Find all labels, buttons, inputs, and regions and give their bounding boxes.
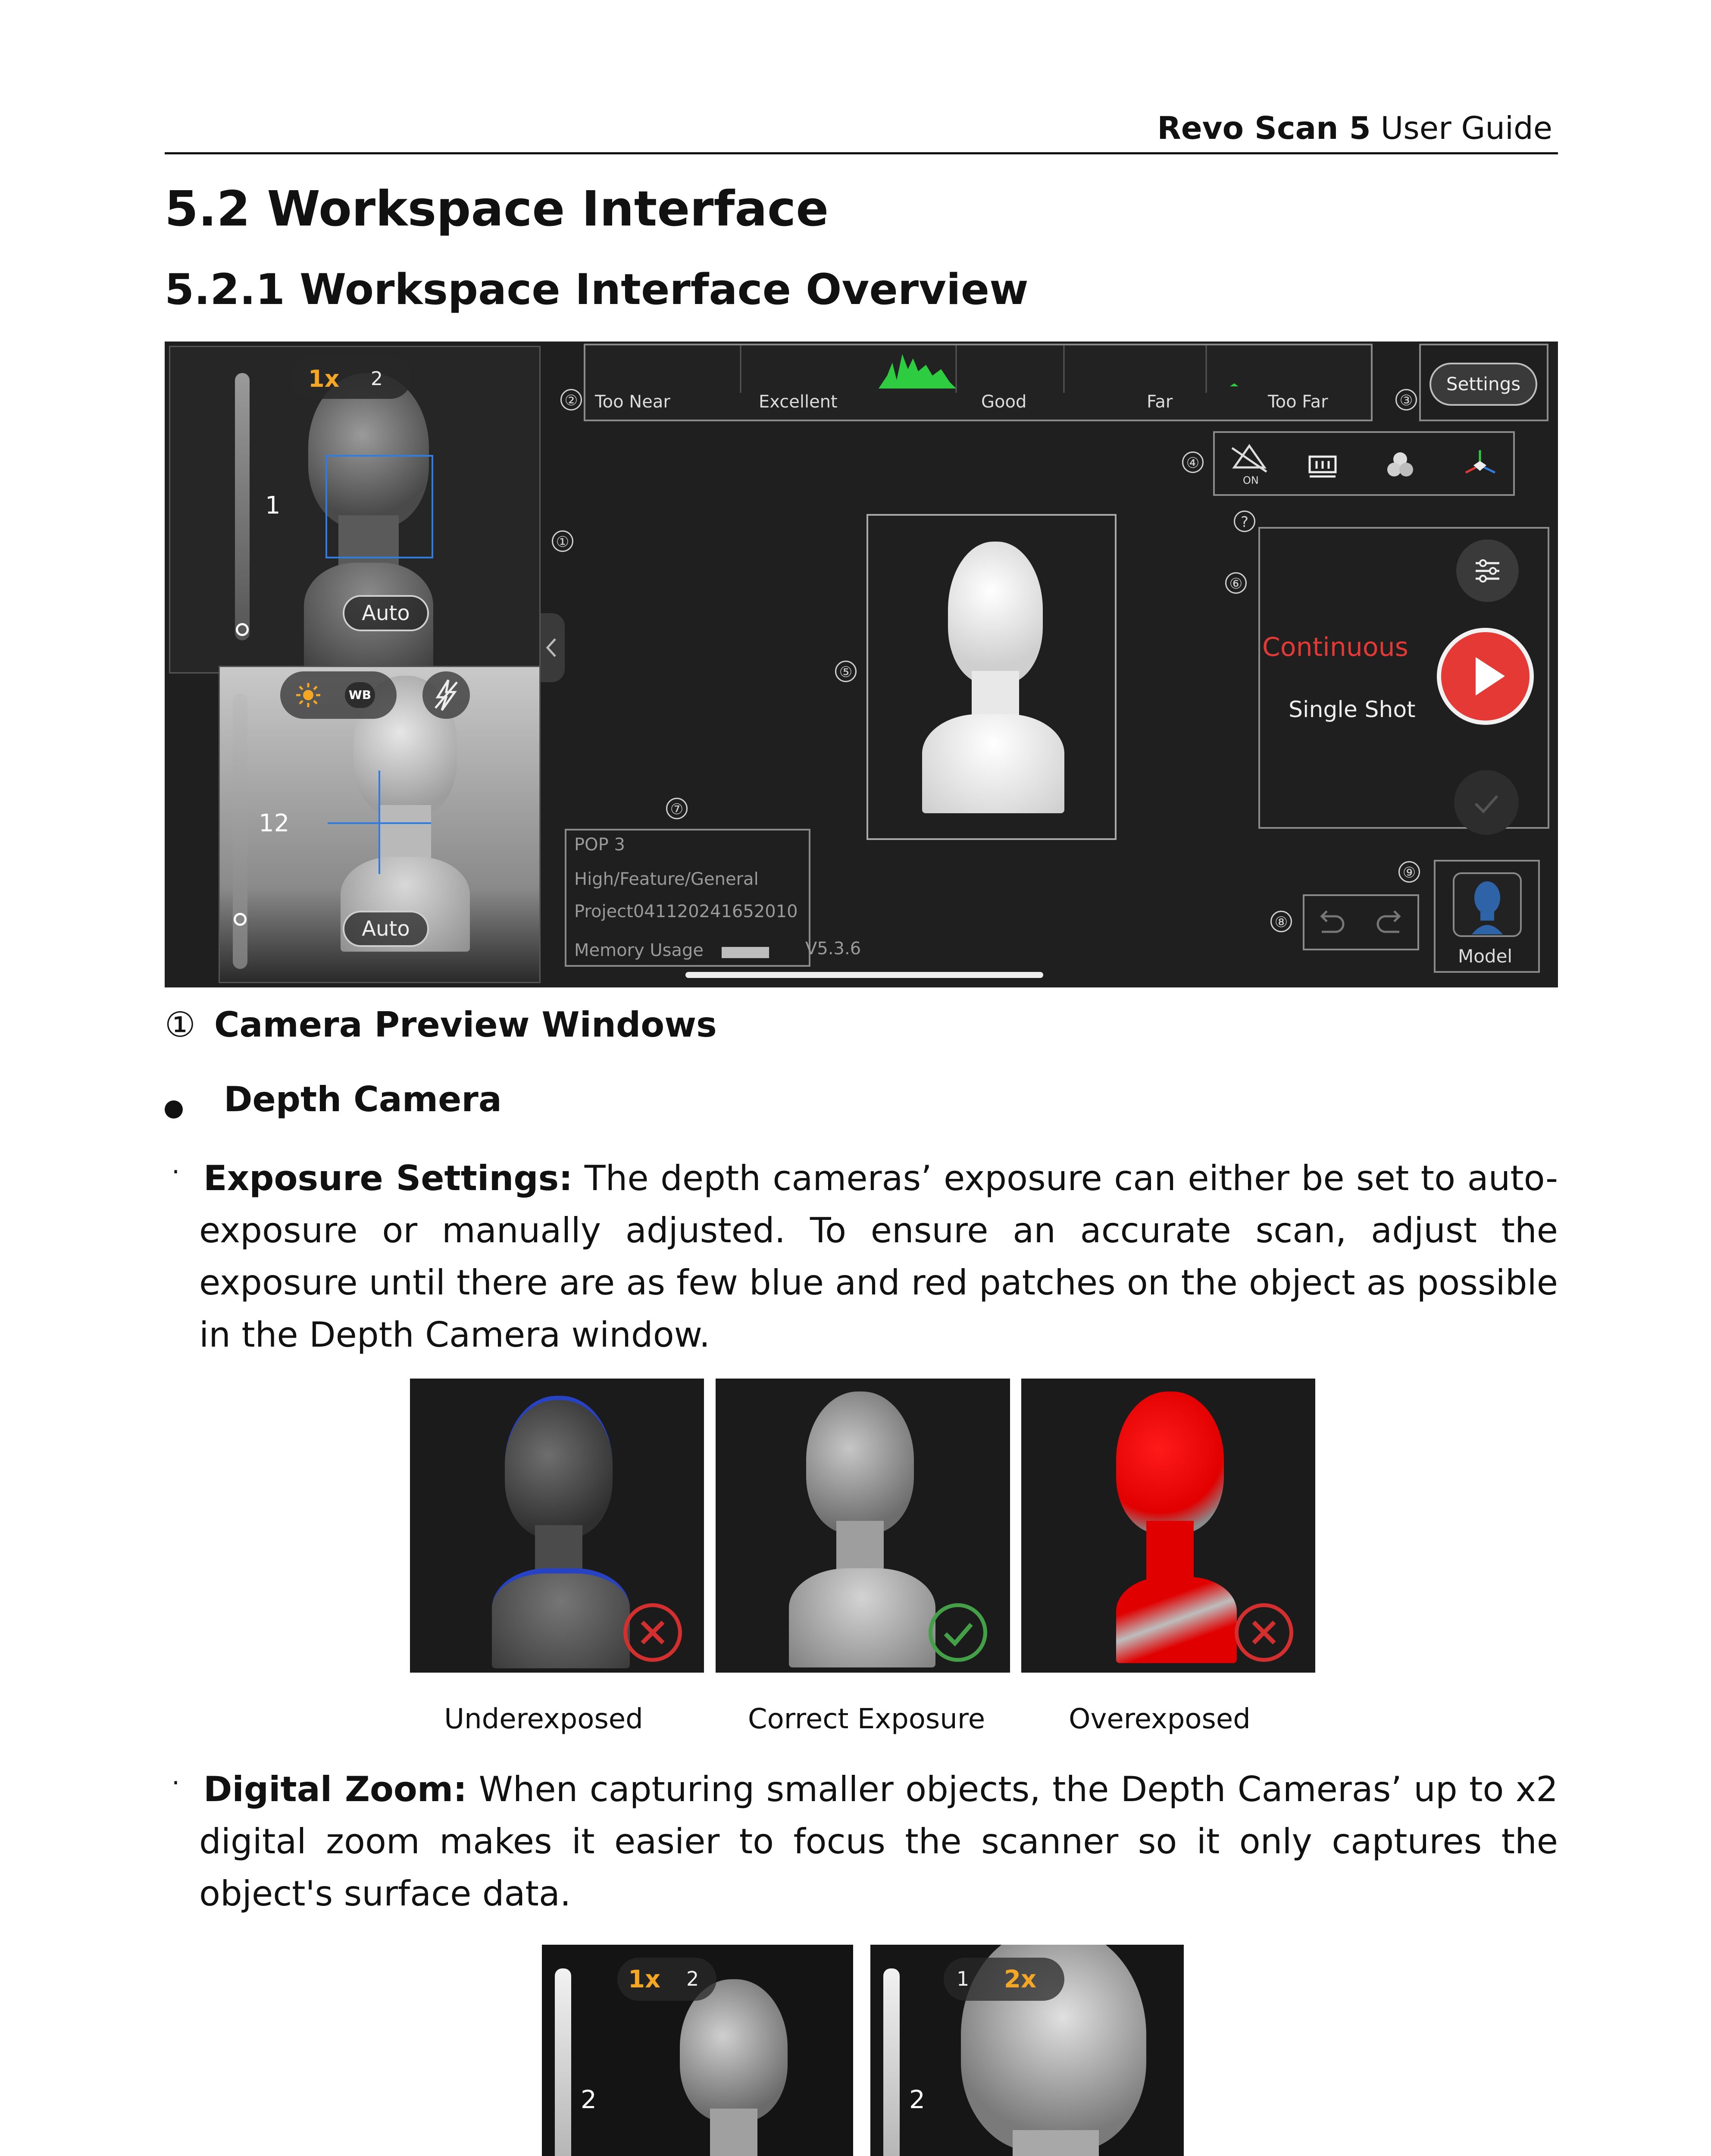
distance-label-too-near: Too Near	[595, 392, 670, 412]
single-shot-mode-option[interactable]: Single Shot	[1289, 697, 1416, 723]
caption-overexposed: Overexposed	[1069, 1703, 1251, 1735]
depth-exposure-slider[interactable]	[235, 373, 250, 640]
zoom-1x-option[interactable]: 1x	[308, 365, 340, 392]
scan-parameters-icon[interactable]	[1456, 539, 1519, 602]
running-header	[1157, 110, 1552, 146]
chevron-left-icon	[541, 613, 565, 682]
distance-indicator	[584, 344, 1373, 421]
zoom-2-option[interactable]: 2	[371, 368, 383, 390]
depth-camera-heading	[165, 1079, 502, 1119]
zoom-left-slider-value: 2	[581, 2085, 597, 2114]
depth-camera-window	[169, 346, 541, 674]
bullet-icon	[165, 1100, 183, 1119]
accept-icon	[929, 1603, 987, 1662]
zoom-right-2x: 2x	[1004, 1965, 1037, 1993]
brightness-icon[interactable]	[295, 682, 321, 708]
scan-toolbar	[1213, 431, 1515, 496]
depth-camera-title: Depth Camera	[224, 1079, 502, 1119]
zoom-right-slider	[883, 1968, 900, 2156]
marker-5: ⑤	[835, 661, 857, 682]
start-scan-button[interactable]	[1437, 628, 1534, 725]
help-marker[interactable]: ?	[1234, 511, 1255, 532]
white-balance-button[interactable]: WB	[345, 682, 375, 708]
scan-mode-info: High/Feature/General	[574, 869, 759, 889]
header-product: Revo Scan 5	[1157, 110, 1371, 146]
zoom-right-slider-value: 2	[909, 2085, 925, 2114]
reject-icon	[1235, 1603, 1293, 1662]
zoom-left-1x: 1x	[628, 1965, 661, 1993]
texture-exposure-slider[interactable]	[233, 693, 247, 969]
zoom-paragraph	[199, 1763, 1558, 1920]
turntable-off-icon[interactable]	[1226, 442, 1273, 487]
texture-camera-window	[219, 666, 541, 983]
flash-icon[interactable]	[422, 671, 470, 719]
distance-label-far: Far	[1147, 392, 1173, 412]
memory-usage-label: Memory Usage	[574, 940, 704, 960]
exposure-paragraph	[199, 1152, 1558, 1361]
texture-slider-value: 12	[259, 809, 290, 837]
distance-histogram	[585, 345, 1374, 397]
depth-slider-value: 1	[265, 492, 281, 520]
finish-check-icon[interactable]	[1454, 770, 1519, 835]
header-suffix: User Guide	[1380, 110, 1552, 146]
color-mode-icon[interactable]	[1383, 448, 1417, 483]
correct-exposure-image	[716, 1379, 1010, 1673]
zoom-right-1: 1	[957, 1967, 970, 1990]
depth-auto-button[interactable]: Auto	[343, 595, 429, 631]
settings-button[interactable]: Settings	[1429, 363, 1537, 406]
section-title: 5.2 Workspace Interface	[165, 181, 829, 237]
device-name: POP 3	[574, 835, 625, 855]
texture-exposure-knob[interactable]	[234, 913, 247, 926]
marker-2: ②	[560, 389, 582, 411]
continuous-mode-option[interactable]: Continuous	[1262, 632, 1408, 662]
distance-label-too-far: Too Far	[1268, 392, 1328, 412]
toolbar-on-label: ON	[1243, 474, 1259, 486]
model-preview-window	[866, 514, 1117, 840]
undo-redo-panel	[1303, 894, 1419, 950]
camera-preview-heading	[165, 1005, 717, 1045]
undo-icon[interactable]	[1313, 907, 1348, 941]
marker-3: ③	[1395, 389, 1417, 411]
caption-correct-exposure: Correct Exposure	[748, 1703, 985, 1735]
exposure-text: The depth cameras’ exposure can either be set to auto-exposure or manually adjusted. To ensure an accurate scan, adjust the exposure until there are as few blue and red patches on the object as possible in the Depth Camera window.	[199, 1158, 1558, 1355]
model-button[interactable]	[1434, 860, 1540, 973]
zoom-text: When capturing smaller objects, the Depth Cameras’ up to x2 digital zoom makes it easier to focus the scanner so it only captures the object's surface data.	[199, 1769, 1558, 1914]
zoom-left-slider	[555, 1968, 571, 2156]
underexposed-image	[410, 1379, 704, 1673]
memory-usage-bar	[722, 947, 769, 958]
marker-mode-icon[interactable]	[1305, 448, 1340, 483]
overexposed-image	[1021, 1379, 1315, 1673]
camera-preview-title: Camera Preview Windows	[214, 1005, 717, 1045]
marker-9: ⑨	[1398, 861, 1420, 883]
exposure-lead: Exposure Settings:	[203, 1158, 573, 1198]
model-thumbnail-icon	[1453, 872, 1522, 937]
zoom-bullet: ·	[172, 1768, 180, 1798]
header-rule	[165, 152, 1558, 154]
texture-auto-button[interactable]: Auto	[343, 911, 429, 947]
settings-area	[1419, 344, 1548, 421]
distance-label-good: Good	[981, 392, 1027, 412]
distance-label-excellent: Excellent	[759, 392, 838, 412]
caption-underexposed: Underexposed	[444, 1703, 643, 1735]
marker-6: ⑥	[1225, 572, 1247, 594]
zoom-left-2: 2	[686, 1967, 699, 1990]
panel-collapse-handle[interactable]	[541, 613, 565, 682]
home-indicator	[685, 972, 1043, 978]
subsection-title: 5.2.1 Workspace Interface Overview	[165, 265, 1029, 314]
marker-1: ①	[552, 530, 573, 552]
marker-7: ⑦	[666, 798, 688, 819]
reject-icon	[623, 1603, 682, 1662]
marker-8: ⑧	[1270, 911, 1292, 932]
texture-crosshair-v	[378, 771, 380, 874]
play-icon	[1441, 632, 1530, 721]
object-axis-icon[interactable]	[1461, 446, 1499, 485]
scan-mode-panel	[1258, 527, 1549, 829]
camera-preview-marker: ①	[165, 1005, 196, 1045]
zoom-2x-image	[870, 1945, 1184, 2156]
project-name: Project041120241652010	[574, 902, 798, 921]
app-version: V5.3.6	[805, 939, 861, 959]
redo-icon[interactable]	[1373, 907, 1408, 941]
depth-exposure-knob[interactable]	[236, 623, 249, 636]
model-label: Model	[1458, 946, 1513, 967]
zoom-1x-image	[542, 1945, 853, 2156]
project-info-panel	[565, 829, 810, 967]
zoom-lead: Digital Zoom:	[203, 1769, 467, 1809]
face-focus-box	[325, 455, 433, 558]
preview-bust-model	[913, 542, 1073, 813]
marker-4: ④	[1182, 451, 1204, 473]
workspace-screenshot	[165, 342, 1558, 987]
exposure-bullet: ·	[172, 1157, 180, 1187]
